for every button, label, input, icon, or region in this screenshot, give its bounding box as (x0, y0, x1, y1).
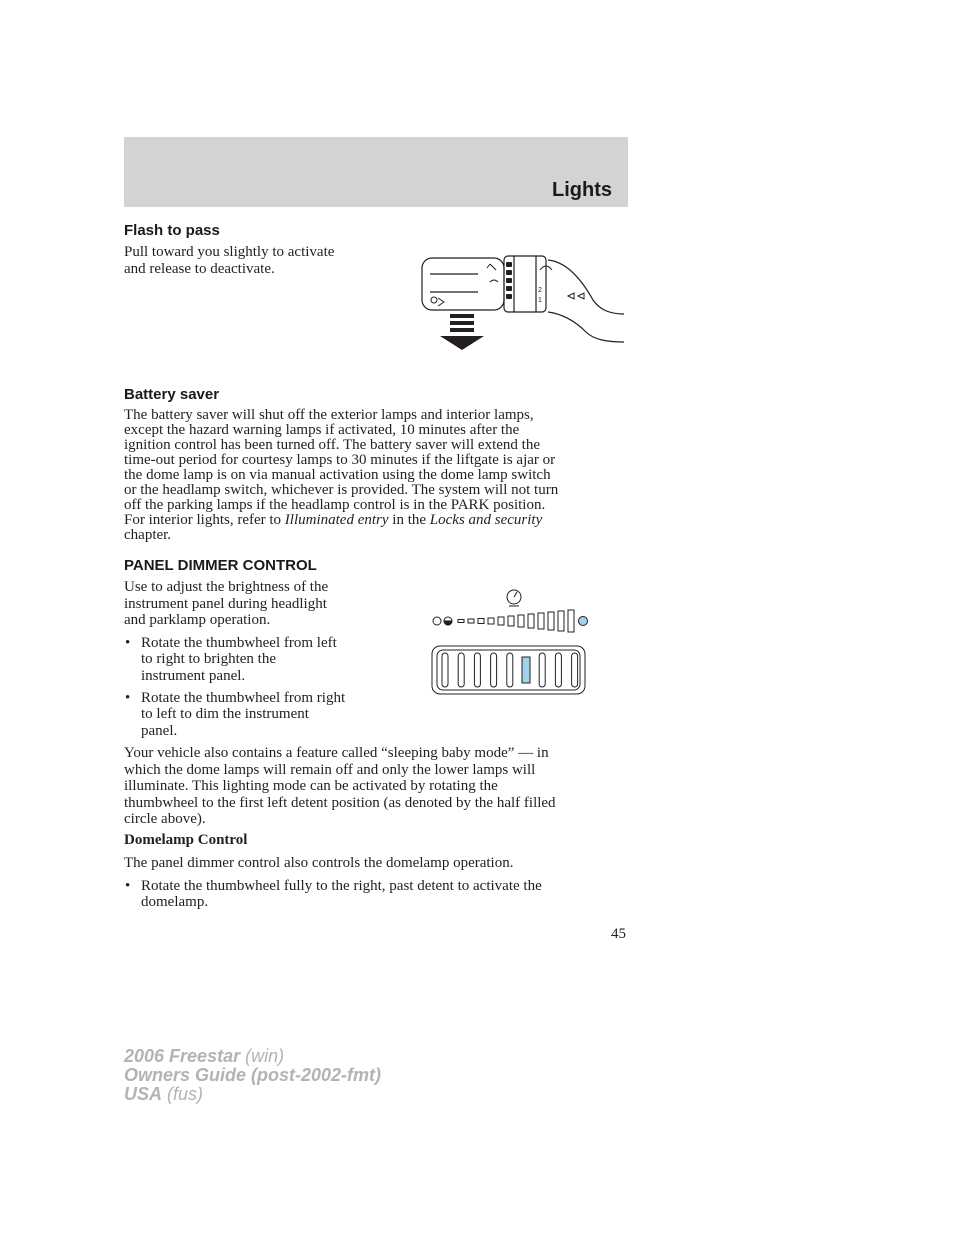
thumbwheel-detent (539, 653, 545, 687)
footer-market: USA (124, 1084, 163, 1104)
thumbwheel-detent (507, 653, 513, 687)
wiper-speed-1-label: 1 (538, 297, 542, 304)
text-line: to right to brighten the (141, 651, 276, 668)
page-number: 45 (611, 926, 626, 942)
text-line: off the parking lamps if the headlamp control is in the PARK position. (124, 497, 546, 513)
sleeping-baby-mode-text (124, 745, 556, 828)
text-line: instrument panel. (141, 667, 246, 684)
text-line: illuminate. This lighting mode can be activated by rotating the (124, 778, 498, 794)
text-line: The battery saver will shut off the exterior lamps and interior lamps, (124, 407, 534, 423)
text-line: except the hazard warning lamps if activated, 10 minutes after the (124, 422, 520, 438)
footer-guide: Owners Guide (post-2002-fmt) (124, 1065, 382, 1085)
cross-reference-illuminated-entry: Illuminated entry (284, 512, 389, 528)
battery-saver-heading: Battery saver (124, 386, 220, 403)
section-header-band (124, 137, 628, 207)
off-circle-icon (433, 617, 441, 625)
text-line: which the dome lamps will remain off and only the lower lamps will (124, 761, 536, 778)
text-line: Rotate the thumbwheel from right (141, 690, 346, 706)
bullet-dot: • (125, 690, 131, 706)
thumbwheel-detent (458, 653, 464, 687)
document-footer (124, 1047, 381, 1104)
section-title: Lights (552, 179, 612, 201)
text-line: circle above). (124, 811, 206, 827)
thumbwheel-detent (572, 653, 578, 687)
text-line (124, 513, 558, 528)
text-line: thumbwheel to the first left detent position (as denoted by the half filled (124, 794, 556, 811)
text-line: Use to adjust the brightness of the (124, 579, 329, 595)
text-line: ignition control has been turned off. The battery saver will extend the (124, 437, 540, 453)
wiper-speed-2-label: 2 (538, 287, 542, 294)
thumbwheel-detent (474, 653, 480, 687)
text-line: instrument panel during headlight (124, 595, 327, 612)
domelamp-heading: Domelamp Control (124, 832, 248, 848)
text-line: and parklamp operation. (124, 612, 271, 628)
panel-dimmer-thumbwheel-illustration (428, 585, 592, 697)
thumbwheel-detent (555, 653, 561, 687)
text-line: Rotate the thumbwheel from left (141, 635, 337, 651)
flash-to-pass-text (124, 244, 334, 277)
thumbwheel-detent-selected (522, 657, 530, 683)
footer-line (124, 1047, 381, 1066)
bullet-dot: • (125, 635, 131, 651)
panel-dimmer-heading: PANEL DIMMER CONTROL (124, 557, 317, 574)
text-line: chapter. (124, 527, 172, 543)
text-line: to left to dim the instrument (141, 706, 309, 723)
pull-arrow-icon (440, 314, 484, 350)
speedometer-icon (507, 590, 521, 606)
text-line: and release to deactivate. (124, 260, 275, 277)
text-line: domelamp. (141, 894, 209, 911)
text-line: Rotate the thumbwheel fully to the right, past detent to activate the (141, 878, 542, 894)
text-line: panel. (141, 722, 178, 739)
bullet-item-brighten (124, 635, 337, 684)
text-line: time-out period for courtesy lamps to 30 minutes if the liftgate is ajar or (124, 452, 556, 468)
footer-model: 2006 Freestar (124, 1046, 241, 1066)
text-run: For interior lights, refer to (124, 512, 285, 528)
cross-reference-locks-and-security: Locks and security (429, 512, 543, 528)
text-run: in the (388, 512, 430, 528)
bullet-item-dim (124, 690, 345, 739)
domelamp-text: The panel dimmer control also controls the domelamp operation. (124, 855, 514, 871)
footer-line (124, 1085, 381, 1104)
text-line: or the headlamp switch, whichever is provided. The system will not turn (124, 482, 559, 498)
footer-code: (fus) (162, 1084, 204, 1104)
thumbwheel-detent (442, 653, 448, 687)
multifunction-lever-illustration (408, 252, 628, 356)
thumbwheel-detent (491, 653, 497, 687)
battery-saver-text (124, 408, 558, 543)
text-line: the dome lamp is on via manual activation using the dome lamp switch (124, 467, 551, 483)
text-line: Pull toward you slightly to activate (124, 244, 335, 260)
text-line: Your vehicle also contains a feature called “sleeping baby mode” — in (124, 745, 549, 761)
footer-line (124, 1066, 381, 1085)
domelamp-indicator-icon (579, 617, 588, 626)
half-filled-circle-icon (444, 617, 452, 625)
bullet-item-domelamp (124, 878, 542, 911)
flash-to-pass-heading: Flash to pass (124, 222, 220, 239)
bullet-dot: • (125, 878, 131, 894)
panel-dimmer-intro (124, 579, 328, 629)
footer-code: (win) (240, 1046, 285, 1066)
